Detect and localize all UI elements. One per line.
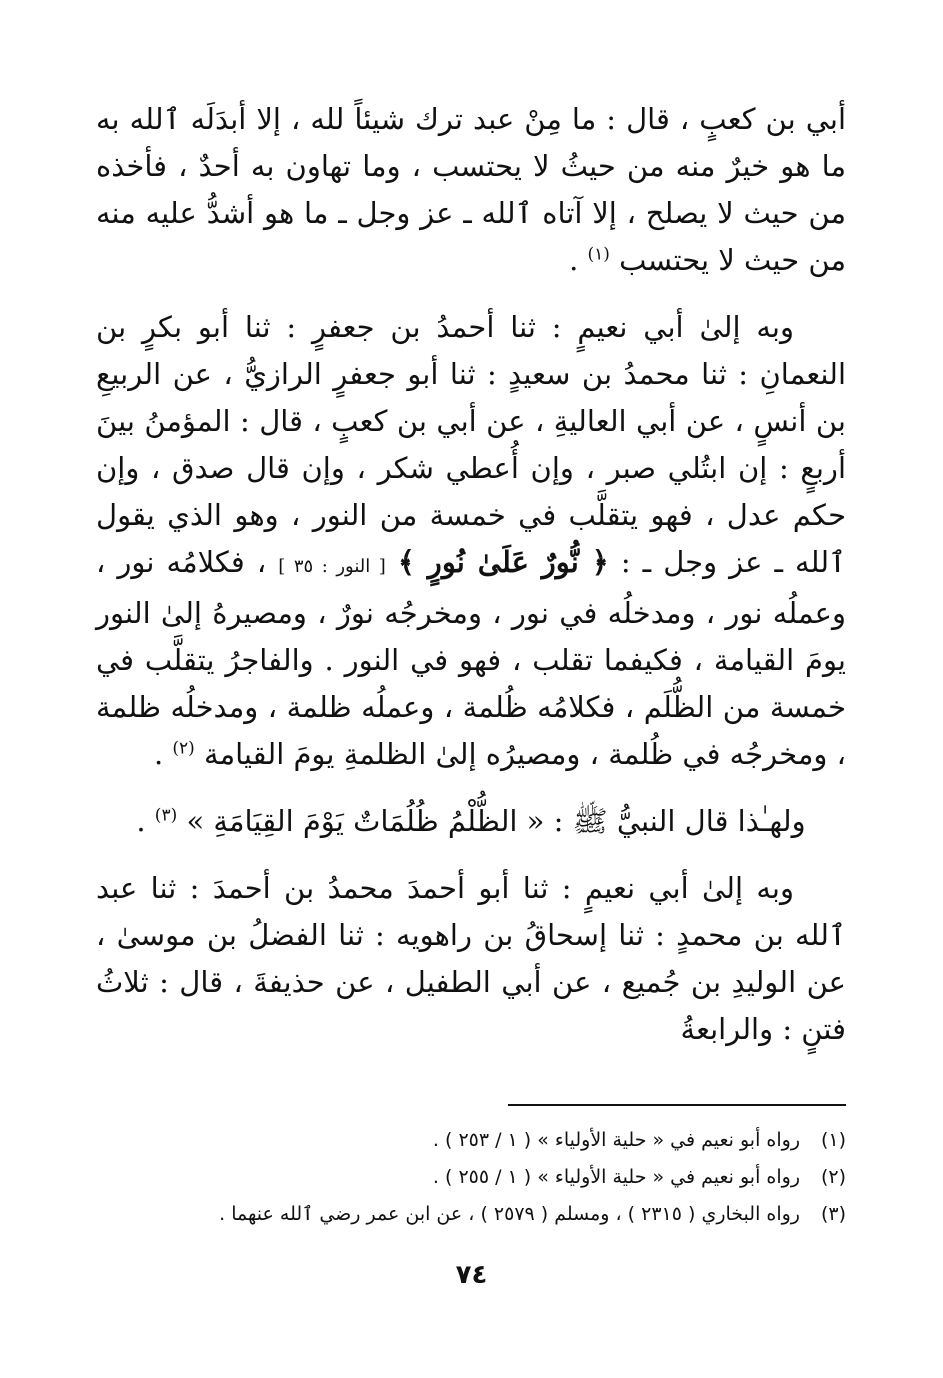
page-number: ٧٤ [455, 1260, 488, 1290]
paragraph-1-end: . [569, 243, 588, 277]
paragraph-2 [96, 304, 846, 778]
paragraph-2-end: . [153, 737, 173, 771]
paragraph-1-text: أبي بن كعبٍ ، قال : ما مِنْ عبد ترك شيئاً لله ، إلا أبدَلَه ٱلله به ما هو خيرٌ منه من حيثُ لا يحتسب ، وما تهاون به أحدٌ ، فأخذه من حيث لا يصلح ، إلا آتاه ٱلله ـ عز وجل ـ ما هو أشدُّ عليه منه من حيث لا يحتسب [96, 102, 846, 277]
footnote-2 [96, 1159, 846, 1196]
footnote-divider [508, 1104, 846, 1106]
paragraph-3 [96, 798, 846, 845]
footnote-1 [96, 1122, 846, 1159]
footnotes [96, 1122, 846, 1233]
page-body [96, 96, 846, 1073]
footnote-3-number: (٣) [820, 1203, 846, 1225]
footnote-ref-3[interactable]: (٣) [154, 805, 178, 826]
quran-verse: ﴿ نُّورٌ عَلَىٰ نُورٍ ﴾ [397, 545, 609, 579]
paragraph-2-text-a: وبه إلىٰ أبي نعيمٍ : ثنا أحمدُ بن جعفرٍ : ثنا أبو بكرٍ بن النعمانِ : ثنا محمدُ بن سعيدٍ : ثنا أبو جعفرٍ الرازيُّ ، عن الربيعِ بن أنسٍ ، عن أبي العاليةِ ، عن أبي بن كعبٍ ، قال : المؤمنُ بينَ أربعٍ : إن ابتُلي صبر ، وإن أُعطي شكر ، وإن قال صدق ، وإن حكم عدل ، فهو يتقلَّب في خمسة من النور ، وهو الذي يقول ٱلله ـ عز وجل ـ : [96, 310, 847, 579]
footnote-2-number: (٢) [820, 1166, 846, 1188]
paragraph-2-text-b: ، فكلامُه نور ، وعملُه نور ، ومدخلُه في نور ، ومخرجُه نورٌ ، ومصيرهُ إلىٰ النور يومَ القيامة ، فكيفما تقلب ، فهو في النور . والفاجرُ يتقلَّب في خمسة من الظُّلَم ، فكلامُه ظُلمة ، وعملُه ظلمة ، ومدخلُه ظلمة ، ومخرجُه في ظُلمة ، ومصيرُه إلىٰ الظلمةِ يومَ القيامة [96, 545, 846, 771]
footnote-ref-2[interactable]: (٢) [172, 738, 195, 759]
footnote-ref-1[interactable]: (١) [587, 244, 610, 265]
paragraph-4-text: وبه إلىٰ أبي نعيمٍ : ثنا أبو أحمدَ محمدُ بن أحمدَ : ثنا عبد ٱلله بن محمدٍ : ثنا إسحاقُ بن راهويه : ثنا الفضلُ بن موسىٰ ، عن الوليدِ بن جُميع ، عن أبي الطفيل ، عن حذيفةَ ، قال : ثلاثُ فتنٍ : والرابعةُ [96, 871, 846, 1046]
footnote-2-text: رواه أبو نعيم في « حلية الأولياء » ( ١ / ٢٥٥ ) . [432, 1166, 800, 1188]
paragraph-3-end: . [136, 804, 155, 838]
paragraph-4 [96, 865, 846, 1053]
paragraph-3-text: ولهـٰذا قال النبيُّ ﷺ : « الظُّلْمُ ظُلُمَاتٌ يَوْمَ القِيَامَةِ » [186, 804, 806, 838]
footnote-3 [96, 1196, 846, 1233]
footnote-1-text: رواه أبو نعيم في « حلية الأولياء » ( ١ / ٢٥٣ ) . [432, 1129, 800, 1151]
footnote-3-text: رواه البخاري ( ٢٣١٥ ) ، ومسلم ( ٢٥٧٩ ) ، عن ابن عمر رضي ٱلله عنهما . [219, 1203, 800, 1225]
quran-reference: [ النور : ٣٥ ] [278, 556, 386, 577]
footnote-1-number: (١) [820, 1129, 846, 1151]
paragraph-1 [96, 96, 846, 284]
